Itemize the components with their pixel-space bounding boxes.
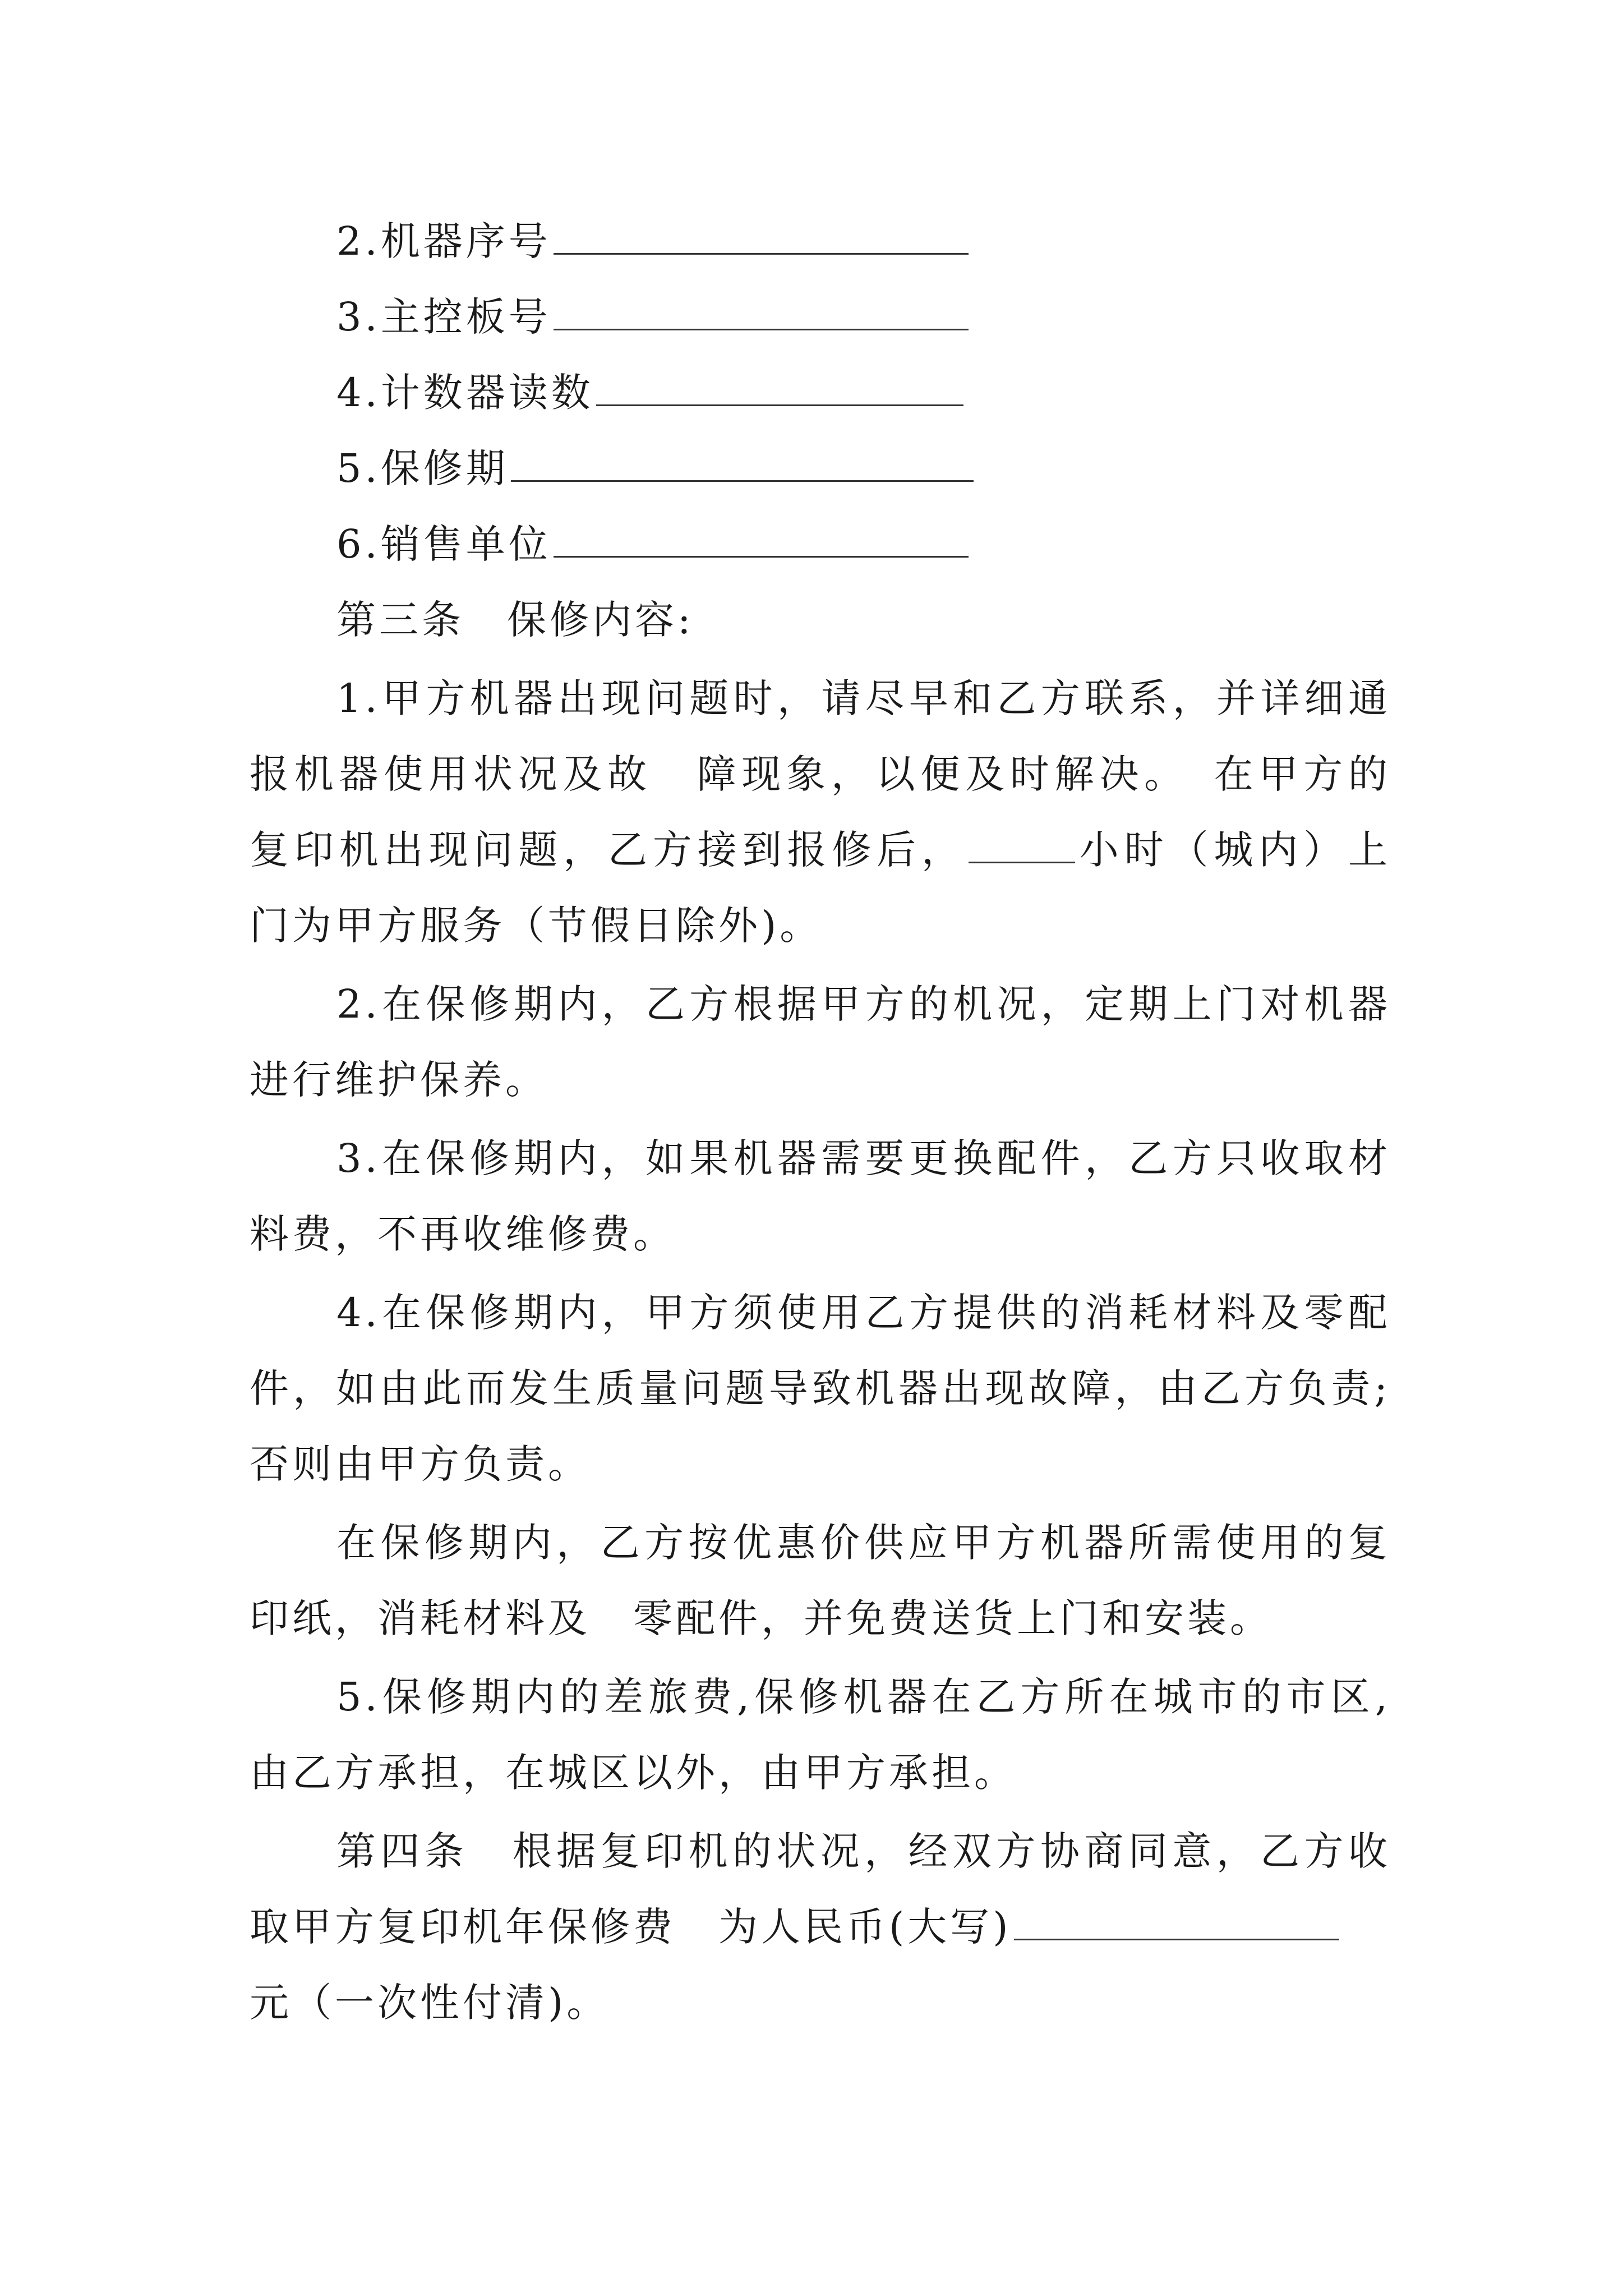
text-segment: 取甲方复印机年保修费 为人民币(大写) (250, 1904, 1012, 1950)
article3-item5-line1: 5.保修期内的差旅费,保修机器在乙方所在城市的市区, (336, 1674, 1391, 1720)
article3-item4b-line1: 在保修期内，乙方按优惠价供应甲方机器所需使用的复 (336, 1520, 1391, 1566)
article3-item1-line1: 1.甲方机器出现问题时，请尽早和乙方联系，并详细通 (336, 675, 1391, 721)
fill-blank[interactable] (596, 371, 963, 406)
fill-blank[interactable] (511, 447, 974, 482)
field-counter-reading (336, 362, 1391, 424)
article3-heading: 第三条 保修内容: (336, 597, 694, 643)
fill-blank[interactable] (554, 522, 969, 558)
article4-line1: 第四条 根据复印机的状况，经双方协商同意，乙方收 (336, 1828, 1391, 1874)
article3-item4-line3: 否则由甲方负责。 (250, 1441, 591, 1487)
field-label: 4.计数器读数 (336, 370, 594, 416)
article3-item1-line3 (250, 819, 1391, 881)
article3-item3-line1: 3.在保修期内，如果机器需要更换配件，乙方只收取材 (336, 1135, 1391, 1181)
article3-item5-line2: 由乙方承担，在城区以外，由甲方承担。 (250, 1750, 1017, 1796)
field-label: 5.保修期 (336, 445, 509, 491)
article3-item1-line2: 报机器使用状况及故 障现象，以便及时解决。 在甲方的 (250, 751, 1391, 797)
fill-blank-amount[interactable] (1014, 1905, 1339, 1940)
text-segment: 小时（城内）上 (1077, 827, 1391, 873)
field-mainboard-number (336, 286, 1391, 348)
field-label: 2.机器序号 (336, 218, 551, 264)
article4-line3: 元（一次性付清)。 (250, 1980, 610, 2026)
article3-item4b-line2: 印纸，消耗材料及 零配件，并免费送货上门和安装。 (250, 1595, 1272, 1641)
article3-item4-line1: 4.在保修期内，甲方须使用乙方提供的消耗材料及零配 (336, 1290, 1391, 1336)
fill-blank[interactable] (554, 295, 969, 330)
article3-item2-line2: 进行维护保养。 (250, 1057, 548, 1103)
field-label: 6.销售单位 (336, 521, 551, 567)
field-warranty-period (336, 438, 1391, 499)
field-label: 3.主控板号 (336, 294, 551, 340)
article3-item3-line2: 料费，不再收维修费。 (250, 1211, 676, 1257)
field-seller (336, 513, 1391, 575)
field-machine-serial (336, 210, 1391, 272)
text-segment: 复印机出现问题，乙方接到报修后， (250, 827, 966, 873)
article3-item2-line1: 2.在保修期内，乙方根据甲方的机况，定期上门对机器 (336, 981, 1391, 1027)
article4-line2 (250, 1896, 1391, 1958)
fill-blank[interactable] (554, 219, 969, 255)
article3-item4-line2: 件，如由此而发生质量问题导致机器出现故障，由乙方负责; (250, 1365, 1391, 1411)
fill-blank-hours[interactable] (969, 828, 1075, 863)
article3-item1-line4: 门为甲方服务（节假日除外)。 (250, 903, 823, 949)
